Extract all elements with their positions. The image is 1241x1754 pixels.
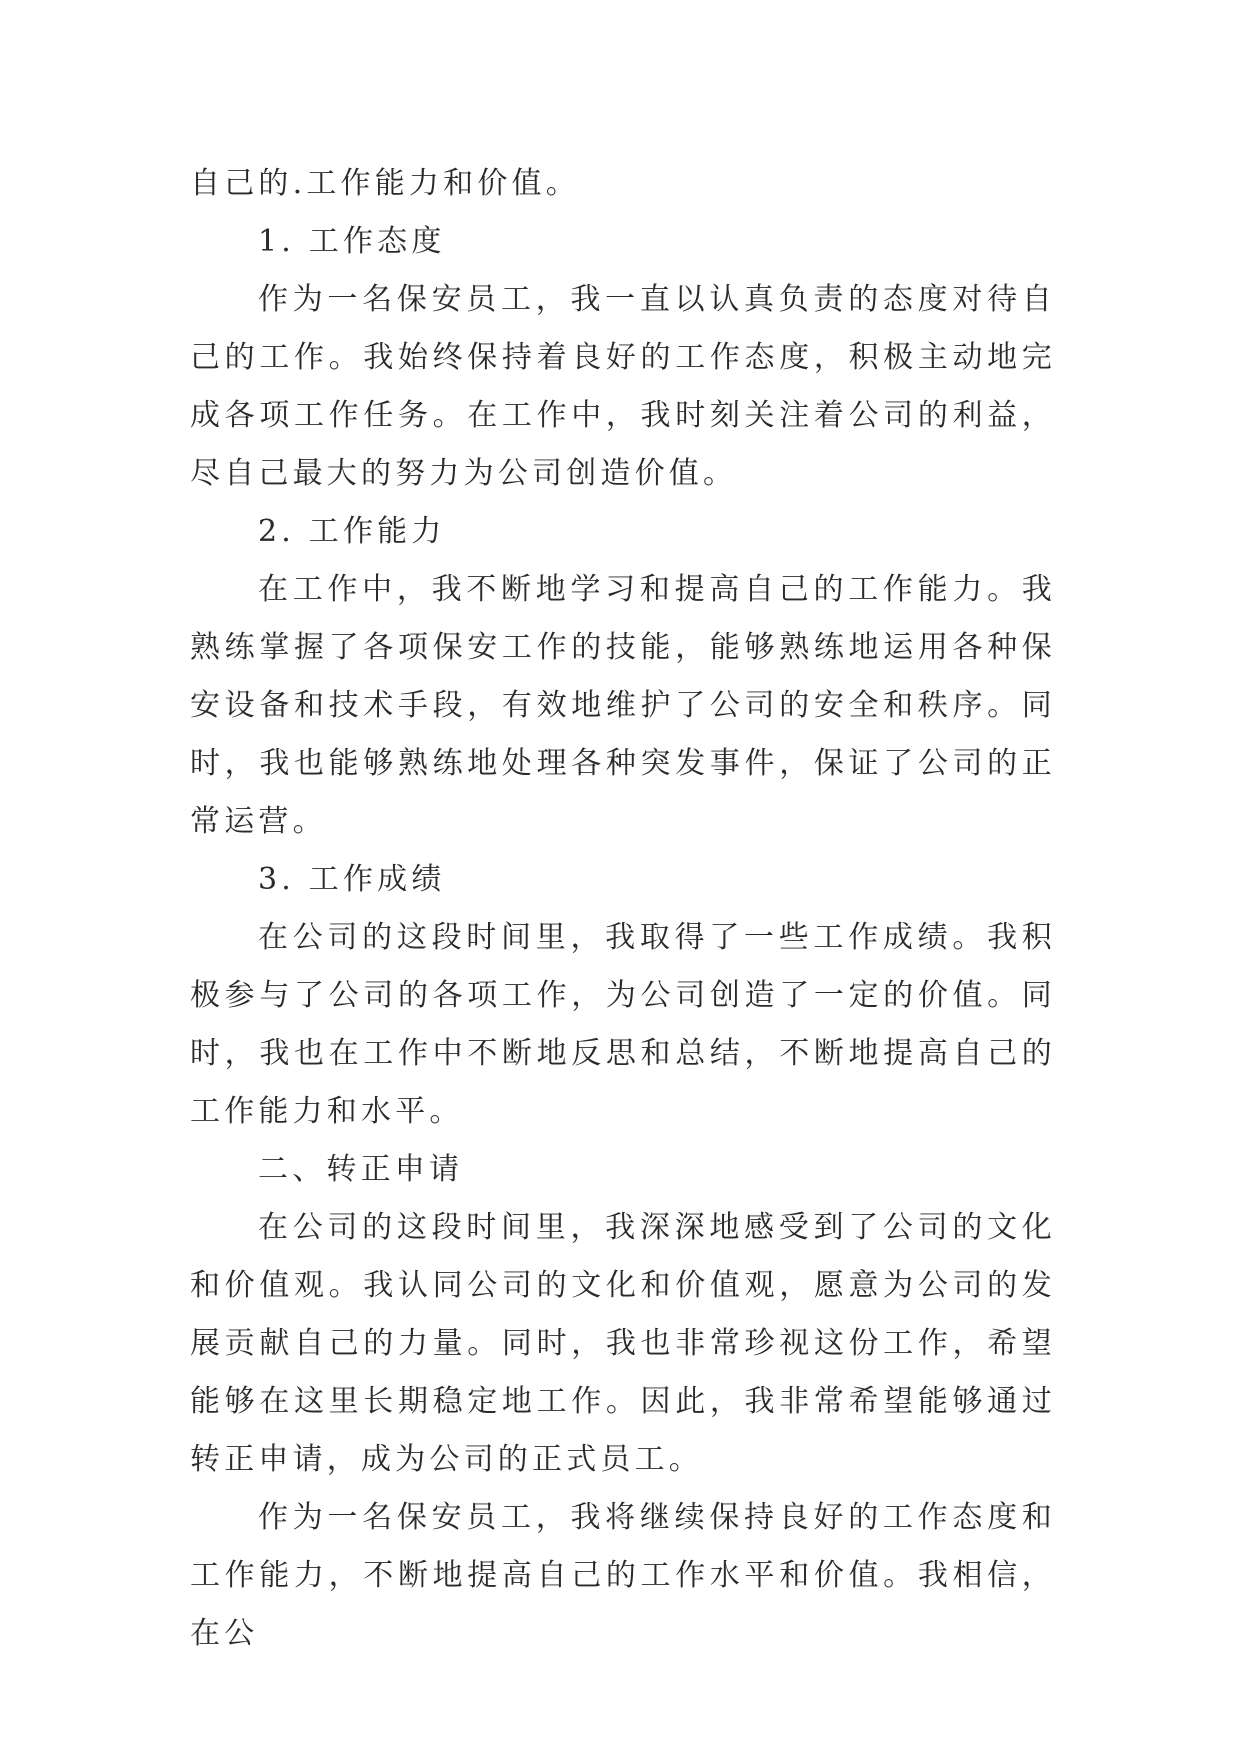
section-heading-regularization-application: 二、转正申请 [258,1152,464,1187]
paragraph-work-ability: 在工作中，我不断地学习和提高自己的工作能力。我熟练掌握了各项保安工作的技能，能够熟练地运用各种保安设备和技术手段，有效地维护了公司的安全和秩序。同时，我也能够熟练地处理各种突发事件，保证了公司的正常运营。 [190,572,1056,839]
paragraph-work-attitude: 作为一名保安员工，我一直以认真负责的态度对待自己的工作。我始终保持着良好的工作态度，积极主动地完成各项工作任务。在工作中，我时刻关注着公司的利益，尽自己最大的努力为公司创造价值。 [190,282,1056,491]
paragraph-work-achievements: 在公司的这段时间里，我取得了一些工作成绩。我积极参与了公司的各项工作，为公司创造了一定的价值。同时，我也在工作中不断地反思和总结，不断地提高自己的工作能力和水平。 [190,920,1056,1129]
section-heading-work-achievements: 3. 工作成绩 [258,862,446,897]
paragraph-closing: 作为一名保安员工，我将继续保持良好的工作态度和工作能力，不断地提高自己的工作水平和价值。我相信，在公 [190,1500,1056,1651]
section-heading-work-ability: 2. 工作能力 [258,514,446,549]
paragraph-regularization-application: 在公司的这段时间里，我深深地感受到了公司的文化和价值观。我认同公司的文化和价值观，愿意为公司的发展贡献自己的力量。同时，我也非常珍视这份工作，希望能够在这里长期稳定地工作。因此，我非常希望能够通过转正申请，成为公司的正式员工。 [190,1210,1056,1477]
document-body [190,155,1056,1663]
section-heading-work-attitude: 1. 工作态度 [258,224,446,259]
paragraph-continuation: 自己的.工作能力和价值。 [190,166,580,201]
